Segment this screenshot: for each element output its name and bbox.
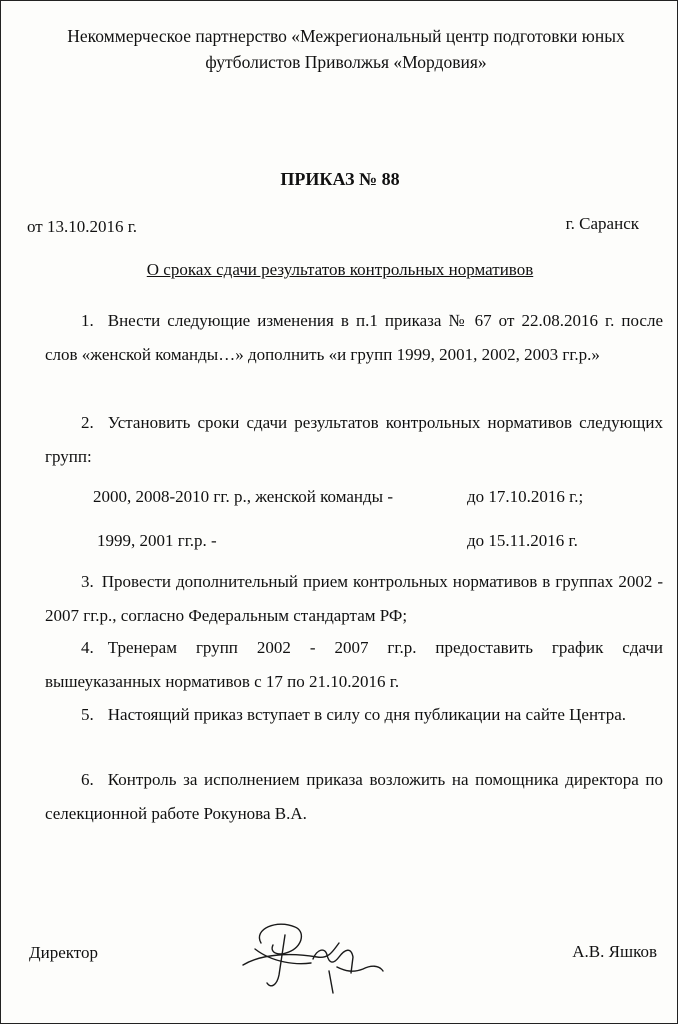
organization-line-1: Некоммерческое партнерство «Межрегиональный центр подготовки юных bbox=[67, 26, 625, 46]
item-number: 6. bbox=[81, 770, 94, 789]
item-text: Настоящий приказ вступает в силу со дня публикации на сайте Центра. bbox=[107, 705, 627, 724]
order-city: г. Саранск bbox=[565, 214, 639, 233]
item-number: 5. bbox=[81, 705, 94, 724]
item-text: Тренерам групп 2002 - 2007 гг.р. предоставить график сдачи вышеуказанных нормативов с 17 по 21.10.2016 г. bbox=[45, 638, 663, 691]
order-item-1 bbox=[45, 304, 663, 372]
signatory-position: Директор bbox=[29, 943, 98, 962]
organization-header bbox=[41, 23, 651, 75]
deadline-groups-1: 2000, 2008-2010 гг. р., женской команды - bbox=[93, 487, 393, 506]
deadline-date-1: до 17.10.2016 г.; bbox=[467, 487, 584, 506]
order-item-5 bbox=[45, 698, 663, 732]
order-item-4 bbox=[45, 631, 663, 699]
order-item-3 bbox=[45, 565, 663, 633]
order-date: от 13.10.2016 г. bbox=[27, 217, 138, 236]
signatory-name: А.В. Яшков bbox=[572, 942, 657, 961]
deadline-date-2: до 15.11.2016 г. bbox=[467, 531, 578, 550]
organization-line-2: футболистов Приволжья «Мордовия» bbox=[205, 52, 487, 72]
order-title: ПРИКАЗ № 88 bbox=[280, 169, 400, 189]
item-text: Установить сроки сдачи результатов контрольных нормативов следующих групп: bbox=[45, 413, 663, 466]
deadline-groups-2: 1999, 2001 гг.р. - bbox=[97, 531, 217, 550]
order-subject: О сроках сдачи результатов контрольных нормативов bbox=[146, 260, 534, 279]
item-text: Внести следующие изменения в п.1 приказа № 67 от 22.08.2016 г. после слов «женской команды…» дополнить «и групп 1999, 2001, 2002, 2003 гг.р.» bbox=[45, 311, 663, 364]
item-number: 2. bbox=[81, 413, 94, 432]
item-number: 3. bbox=[81, 572, 94, 591]
item-number: 4. bbox=[81, 638, 94, 657]
order-item-2 bbox=[45, 406, 663, 474]
order-item-6 bbox=[45, 763, 663, 831]
handwritten-signature bbox=[233, 913, 393, 999]
item-text: Контроль за исполнением приказа возложить на помощника директора по селекционной работе Рокунова В.А. bbox=[45, 770, 663, 823]
item-number: 1. bbox=[81, 311, 94, 330]
item-text: Провести дополнительный прием контрольных нормативов в группах 2002 - 2007 гг.р., согласно Федеральным стандартам РФ; bbox=[45, 572, 663, 625]
